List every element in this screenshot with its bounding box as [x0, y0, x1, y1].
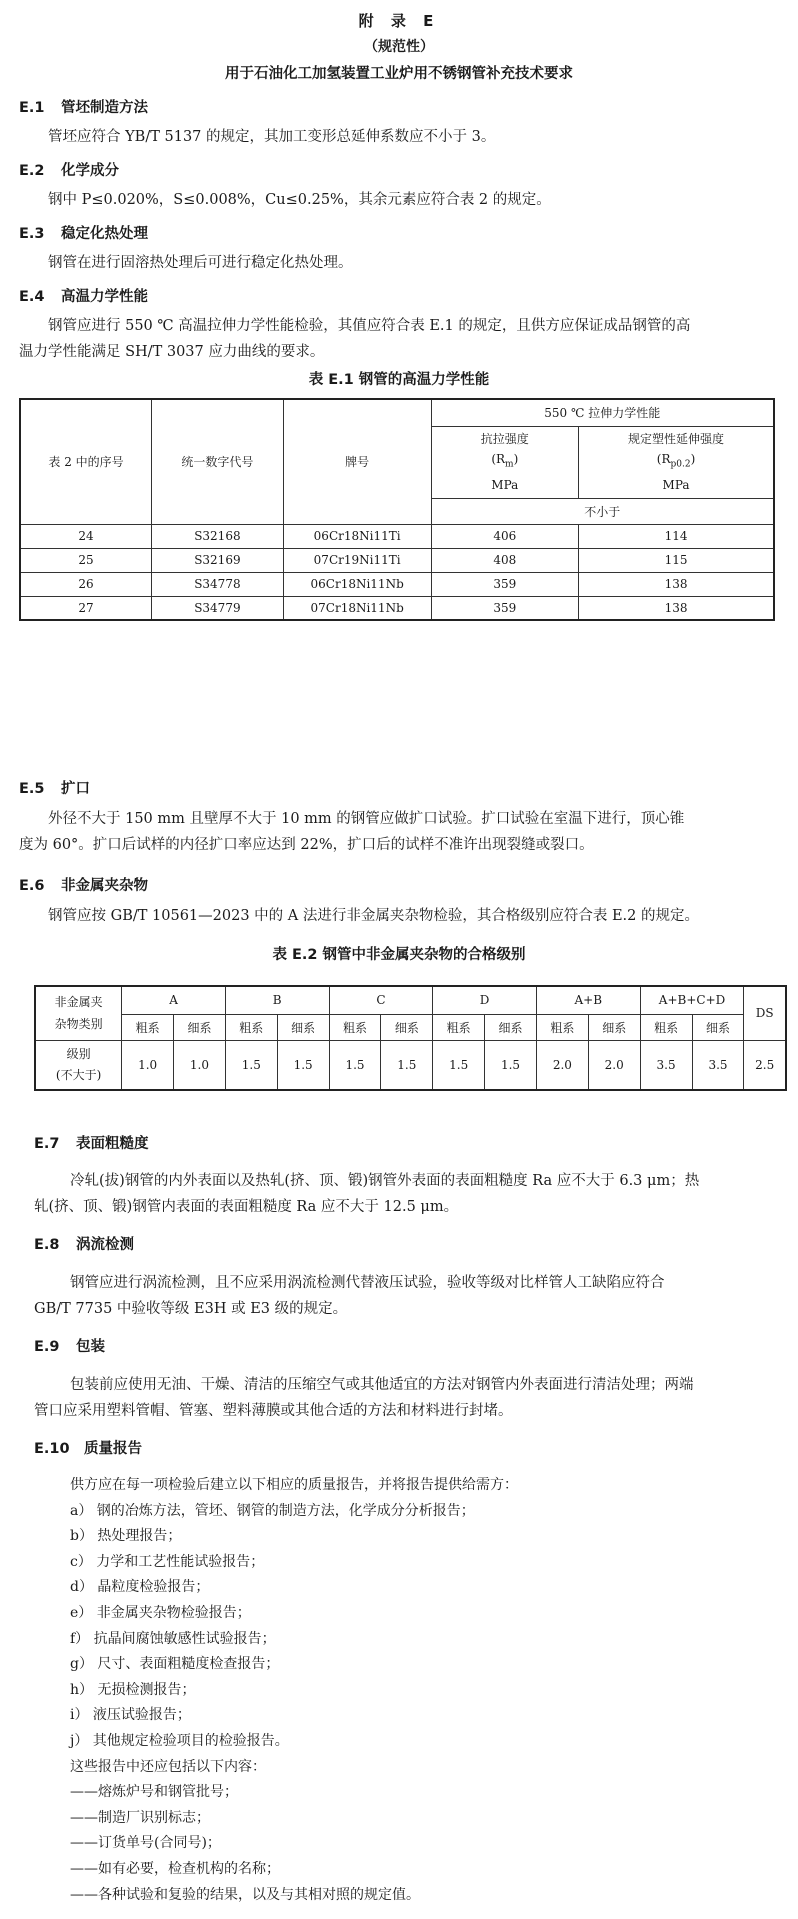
- cell: 114: [579, 524, 774, 548]
- th-min: 不小于: [431, 498, 774, 524]
- section-number: E.1: [19, 100, 45, 116]
- th-coarse: 粗系: [225, 1014, 277, 1040]
- cell: 115: [579, 548, 774, 572]
- table-e1-title: 表 E.1 钢管的高温力学性能: [308, 372, 490, 388]
- section-number: E.10: [34, 1441, 70, 1457]
- cell: 138: [579, 572, 774, 596]
- th-group: 550 ℃ 拉伸力学性能: [431, 399, 774, 426]
- list-item: b） 热处理报告；: [70, 1528, 182, 1545]
- list-item: i） 液压试验报告；: [70, 1707, 191, 1724]
- list-item: h） 无损检测报告；: [70, 1681, 196, 1698]
- section-e5-heading: [19, 777, 90, 798]
- cell: 1.5: [485, 1040, 537, 1090]
- section-e8-heading: [34, 1233, 134, 1254]
- th-yield: [579, 426, 774, 498]
- section-title: 高温力学性能: [61, 289, 148, 305]
- section-title: 涡流检测: [76, 1237, 134, 1253]
- section-title: 表面粗糙度: [76, 1136, 149, 1152]
- list-item: d） 晶粒度检验报告；: [70, 1579, 210, 1596]
- cell: 359: [431, 572, 579, 596]
- list-item: c） 力学和工艺性能试验报告；: [70, 1553, 265, 1570]
- cell: 2.0: [536, 1040, 588, 1090]
- list-item: ——制造厂识别标志；: [70, 1809, 210, 1826]
- th-yield-symbol: [579, 449, 773, 474]
- section-number: E.6: [19, 878, 45, 894]
- symbol-r: (R: [491, 452, 506, 467]
- cell: 406: [431, 524, 579, 548]
- table-e2: [34, 985, 787, 1091]
- th-unit: MPa: [491, 477, 519, 492]
- cell: 1.5: [329, 1040, 381, 1090]
- cell: 2.0: [588, 1040, 640, 1090]
- section-e1-text: 管坯应符合 YB/T 5137 的规定，其加工变形总延伸系数应不小于 3。: [48, 129, 496, 145]
- section-e4-heading: [19, 285, 148, 306]
- list-item: e） 非金属夹杂物检验报告；: [70, 1604, 251, 1621]
- section-number: E.2: [19, 163, 45, 179]
- cell: 1.0: [174, 1040, 226, 1090]
- cell: 138: [579, 596, 774, 620]
- section-e2-text: 钢中 P≤0.020%，S≤0.008%，Cu≤0.25%，其余元素应符合表 2 的规定。: [48, 192, 551, 208]
- cell: 07Cr18Ni11Nb: [283, 596, 431, 620]
- th-type-line2: 杂物类别: [54, 1017, 103, 1032]
- list-item: ——订货单号(合同号)；: [70, 1835, 221, 1852]
- contents-intro: 这些报告中还应包括以下内容：: [70, 1758, 266, 1775]
- th-group-a: A: [122, 986, 226, 1014]
- cell: 24: [20, 524, 152, 548]
- cell: 1.5: [225, 1040, 277, 1090]
- section-e6-text: 钢管应按 GB/T 10561—2023 中的 A 法进行非金属夹杂物检验，其合格级别应符合表 E.2 的规定。: [48, 908, 699, 924]
- section-e2-heading: [19, 159, 119, 180]
- th-group-ab: A+B: [536, 986, 640, 1014]
- th-grade: 牌号: [283, 399, 431, 524]
- section-e5-line1: 外径不大于 150 mm 且壁厚不大于 10 mm 的钢管应做扩口试验。扩口试验在室温下进行，顶心锥: [48, 811, 685, 827]
- table-row: [20, 596, 774, 620]
- section-title: 非金属夹杂物: [61, 878, 148, 894]
- section-e10-heading: [34, 1437, 142, 1458]
- list-item: g） 尺寸、表面粗糙度检查报告；: [70, 1656, 280, 1673]
- th-tensile: [431, 426, 579, 498]
- section-e7-line2: 轧(挤、顶、锻)钢管内表面的表面粗糙度 Ra 应不大于 12.5 μm。: [34, 1199, 459, 1215]
- th-fine: 细系: [277, 1014, 329, 1040]
- cell: S34779: [152, 596, 284, 620]
- annex-title: 用于石油化工加氢装置工业炉用不锈钢管补充技术要求: [225, 66, 573, 82]
- th-type-line1: 非金属夹: [54, 995, 103, 1010]
- section-e8-line2: GB/T 7735 中验收等级 E3H 或 E3 级的规定。: [34, 1301, 348, 1317]
- th-coarse: 粗系: [536, 1014, 588, 1040]
- section-number: E.8: [34, 1237, 60, 1253]
- section-e1-heading: [19, 96, 148, 117]
- list-item: ——如有必要，检查机构的名称；: [70, 1860, 280, 1877]
- table-e1: [19, 398, 775, 621]
- table-row: [20, 524, 774, 548]
- report-list: [70, 1473, 518, 1908]
- section-e9-heading: [34, 1335, 105, 1356]
- row-label-line2: (不大于): [55, 1067, 102, 1082]
- cell: 1.5: [277, 1040, 329, 1090]
- th-yield-label: 规定塑性延伸强度: [628, 432, 725, 447]
- section-title: 包装: [76, 1339, 105, 1355]
- th-tensile-label: 抗拉强度: [480, 432, 529, 447]
- section-title: 管坯制造方法: [61, 100, 148, 116]
- cell: 25: [20, 548, 152, 572]
- cell: 3.5: [692, 1040, 744, 1090]
- cell: 27: [20, 596, 152, 620]
- cell: S32168: [152, 524, 284, 548]
- section-e3-text: 钢管在进行固溶热处理后可进行稳定化热处理。: [48, 255, 353, 271]
- cell: 408: [431, 548, 579, 572]
- th-fine: 细系: [174, 1014, 226, 1040]
- section-e3-heading: [19, 222, 148, 243]
- list-item: ——各种试验和复验的结果，以及与其相对照的规定值。: [70, 1886, 420, 1903]
- th-unit: MPa: [662, 477, 690, 492]
- section-number: E.7: [34, 1136, 60, 1152]
- th-group-b: B: [225, 986, 329, 1014]
- section-title: 稳定化热处理: [61, 226, 148, 242]
- th-seq: 表 2 中的序号: [20, 399, 152, 524]
- section-number: E.4: [19, 289, 45, 305]
- section-number: E.9: [34, 1339, 60, 1355]
- section-title: 扩口: [61, 781, 90, 797]
- th-coarse: 粗系: [640, 1014, 692, 1040]
- table-row: [20, 548, 774, 572]
- symbol-sub: m: [505, 459, 514, 470]
- row-label-line1: 级别: [66, 1046, 91, 1061]
- th-coarse: 粗系: [329, 1014, 381, 1040]
- cell: 26: [20, 572, 152, 596]
- th-coarse: 粗系: [122, 1014, 174, 1040]
- section-e7-line1: 冷轧(拔)钢管的内外表面以及热轧(挤、顶、锻)钢管外表面的表面粗糙度 Ra 应不大于 6.3 μm；热: [70, 1173, 700, 1189]
- cell: 1.5: [433, 1040, 485, 1090]
- th-fine: 细系: [588, 1014, 640, 1040]
- list-item: a） 钢的冶炼方法，管坯、钢管的制造方法，化学成分分析报告；: [70, 1502, 475, 1519]
- section-e8-line1: 钢管应进行涡流检测，且不应采用涡流检测代替液压试验，验收等级对比样管人工缺陷应符合: [70, 1275, 665, 1291]
- th-ds: DS: [744, 986, 786, 1040]
- th-tensile-symbol: [432, 449, 579, 474]
- symbol-r: (R: [656, 452, 671, 467]
- th-fine: 细系: [485, 1014, 537, 1040]
- th-fine: 细系: [381, 1014, 433, 1040]
- normative-label: （规范性）: [364, 39, 434, 55]
- annex-label: 附 录 E: [358, 12, 440, 30]
- cell: 2.5: [744, 1040, 786, 1090]
- cell: 359: [431, 596, 579, 620]
- cell: 1.0: [122, 1040, 174, 1090]
- table-e2-title: 表 E.2 钢管中非金属夹杂物的合格级别: [272, 947, 526, 963]
- section-title: 质量报告: [84, 1441, 142, 1457]
- section-e7-heading: [34, 1132, 149, 1153]
- cell: 07Cr19Ni11Ti: [283, 548, 431, 572]
- table-row: [35, 1040, 786, 1090]
- th-group-d: D: [433, 986, 537, 1014]
- th-group-abcd: A+B+C+D: [640, 986, 744, 1014]
- list-item: j） 其他规定检验项目的检验报告。: [70, 1732, 289, 1749]
- section-e5-line2: 度为 60°。扩口后试样的内径扩口率应达到 22%，扩口后的试样不准许出现裂缝或裂口。: [19, 837, 594, 853]
- section-e4-line1: 钢管应进行 550 ℃ 高温拉伸力学性能检验，其值应符合表 E.1 的规定，且供方应保证成品钢管的高: [48, 318, 691, 334]
- th-coarse: 粗系: [433, 1014, 485, 1040]
- section-title: 化学成分: [61, 163, 119, 179]
- list-item: f） 抗晶间腐蚀敏感性试验报告；: [70, 1630, 276, 1647]
- report-intro: 供方应在每一项检验后建立以下相应的质量报告，并将报告提供给需方：: [70, 1477, 518, 1493]
- cell: 06Cr18Ni11Ti: [283, 524, 431, 548]
- table-row: [20, 572, 774, 596]
- th-group-c: C: [329, 986, 433, 1014]
- section-e9-line2: 管口应采用塑料管帽、管塞、塑料薄膜或其他合适的方法和材料进行封堵。: [34, 1403, 513, 1419]
- symbol-close: ): [690, 452, 696, 467]
- symbol-sub: p0.2: [670, 459, 691, 470]
- section-e6-heading: [19, 874, 148, 895]
- cell: 3.5: [640, 1040, 692, 1090]
- th-inclusion-type: [35, 986, 122, 1040]
- section-number: E.5: [19, 781, 45, 797]
- section-e4-line2: 温力学性能满足 SH/T 3037 应力曲线的要求。: [19, 344, 325, 360]
- row-label: [35, 1040, 122, 1090]
- list-item: ——熔炼炉号和钢管批号；: [70, 1784, 238, 1801]
- section-number: E.3: [19, 226, 45, 242]
- symbol-close: ): [513, 452, 519, 467]
- section-e9-line1: 包装前应使用无油、干燥、清洁的压缩空气或其他适宜的方法对钢管内外表面进行清洁处理；两端: [70, 1377, 694, 1393]
- cell: S34778: [152, 572, 284, 596]
- th-code: 统一数字代号: [152, 399, 284, 524]
- cell: S32169: [152, 548, 284, 572]
- cell: 06Cr18Ni11Nb: [283, 572, 431, 596]
- cell: 1.5: [381, 1040, 433, 1090]
- th-fine: 细系: [692, 1014, 744, 1040]
